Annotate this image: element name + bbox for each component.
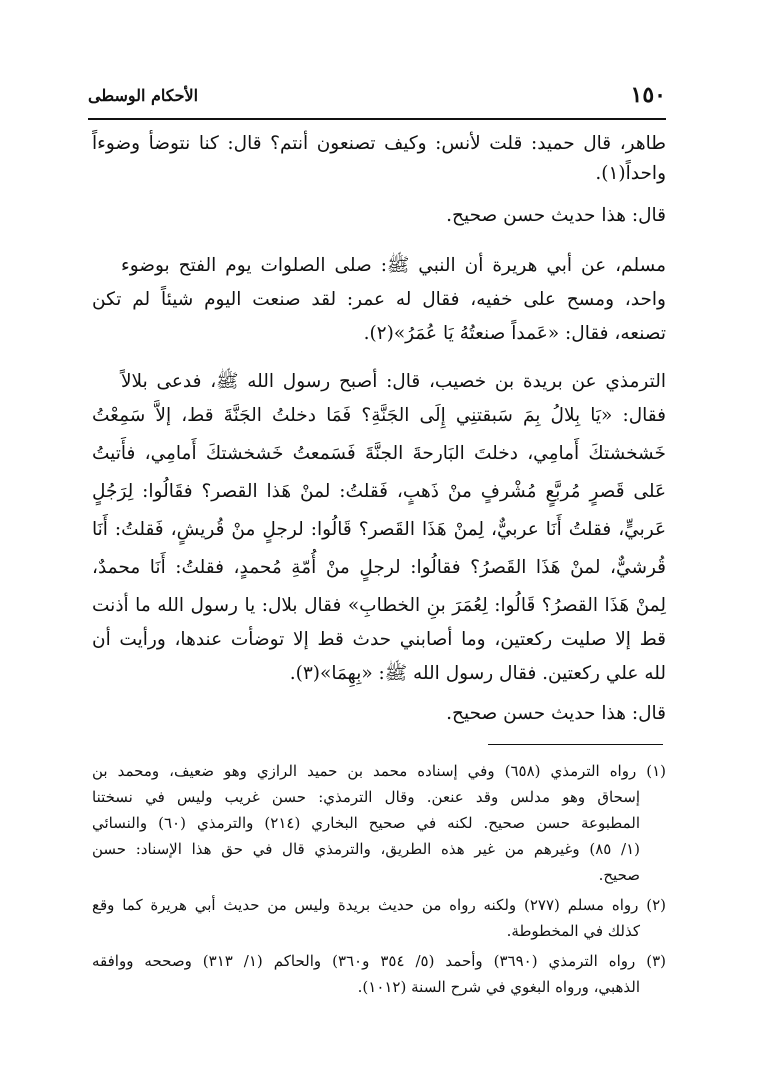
body-line: الترمذي عن بريدة بن خصيب، قال: أصبح رسول الله ﷺ، فدعى بلالاً	[121, 371, 666, 392]
body-line: مسلم، عن أبي هريرة أن النبي ﷺ: صلى الصلوات يوم الفتح بوضوء	[121, 255, 666, 276]
footnote-line: (٣) رواه الترمذي (٣٦٩٠) وأحمد (٥/ ٣٥٤ و٣٦٠) والحاكم (١/ ٣١٣) وصححه ووافقه	[92, 952, 666, 970]
footnote-line: (١) رواه الترمذي (٦٥٨) وفي إسناده محمد بن حميد الرازي وهو ضعيف، ومحمد بن	[92, 762, 666, 780]
body-line: قال: هذا حديث حسن صحيح.	[446, 703, 666, 724]
footnote-line: (٢) رواه مسلم (٢٧٧) ولكنه رواه من حديث بريدة وليس من حديث أبي هريرة كما وقع	[92, 896, 667, 914]
body-line: واحداً(١).	[595, 163, 666, 184]
body-line: خَشخشتكَ أَمامِي، دخلتَ البَارحةَ الجنَّةَ فَسَمعتُ خَشخشتكَ أَمامِي، فأَتيتُ	[92, 443, 666, 464]
footnote-line: إسحاق وهو مدلس وقد عنعن. وقال الترمذي: حسن غريب وليس في نسختنا	[92, 788, 640, 806]
body-line: لِمنْ هَذَا القصرُ؟ قَالُوا: لِعُمَرَ بنِ الخطابِ» فقال بلال: يا رسول الله ما أذنت	[92, 595, 666, 616]
body-line: فقال: «يَا بِلالُ بِمَ سَبقتنِي إِلَى الجَنَّةِ؟ فَمَا دخلتُ الجَنَّةَ قط، إلاَّ سَمِعْتُ	[92, 405, 666, 426]
footnote-divider	[488, 744, 663, 745]
footnote-line: المطبوعة حسن صحيح. لكنه في صحيح البخاري (٢١٤) والترمذي (٦٠) والنسائي	[92, 814, 640, 832]
footnote-line: كذلك في المخطوطة.	[506, 922, 640, 940]
footnote-line: الذهبي، ورواه البغوي في شرح السنة (١٠١٢).	[357, 978, 640, 996]
body-line: عَلى قَصرٍ مُربَّعٍ مُشْرفٍ منْ ذَهبٍ، فَقلتُ: لمنْ هَذا القصر؟ فقَالُوا: لِرَجُلٍ	[92, 481, 666, 502]
footnote-line: صحيح.	[598, 866, 640, 884]
running-title: الأحكام الوسطى	[88, 86, 199, 105]
body-line: تصنعه، فقال: «عَمداً صنعتُهُ يَا عُمَرُ»(٢).	[363, 323, 666, 344]
body-line: واحد، ومسح على خفيه، فقال له عمر: لقد صنعت اليوم شيئاً لم تكن	[92, 289, 666, 310]
body-line: طاهر، قال حميد: قلت لأنس: وكيف تصنعون أنتم؟ قال: كنا نتوضأ وضوءاً	[92, 133, 666, 154]
page-header	[88, 80, 666, 114]
body-line: عَربيٍّ، فقلتُ أَنَا عربيٌّ، لِمنْ هَذَا القَصر؟ قَالُوا: لرجلٍ منْ قُريشٍ، فَقلتُ: أَنَا	[92, 519, 666, 540]
footnote-line: (١/ ٨٥) وغيرهم من غير هذه الطريق، والترمذي قال في حق هذا الإسناد: حسن	[92, 840, 640, 858]
body-line: قال: هذا حديث حسن صحيح.	[446, 205, 666, 226]
body-line: قُرشيٌّ، لمنْ هَذَا القَصرُ؟ فقالُوا: لرجلٍ منْ أُمّةِ مُحمدٍ، فقلتُ: أَنَا محمدٌ،	[92, 557, 666, 578]
page-number: ١٥٠	[630, 82, 666, 108]
header-divider	[88, 118, 666, 120]
body-line: قط إلا صليت ركعتين، وما أصابني حدث قط إلا توضأت عندها، ورأيت أن	[92, 629, 666, 650]
body-line: لله علي ركعتين. فقال رسول الله ﷺ: «بِهِمَا»(٣).	[289, 663, 666, 684]
